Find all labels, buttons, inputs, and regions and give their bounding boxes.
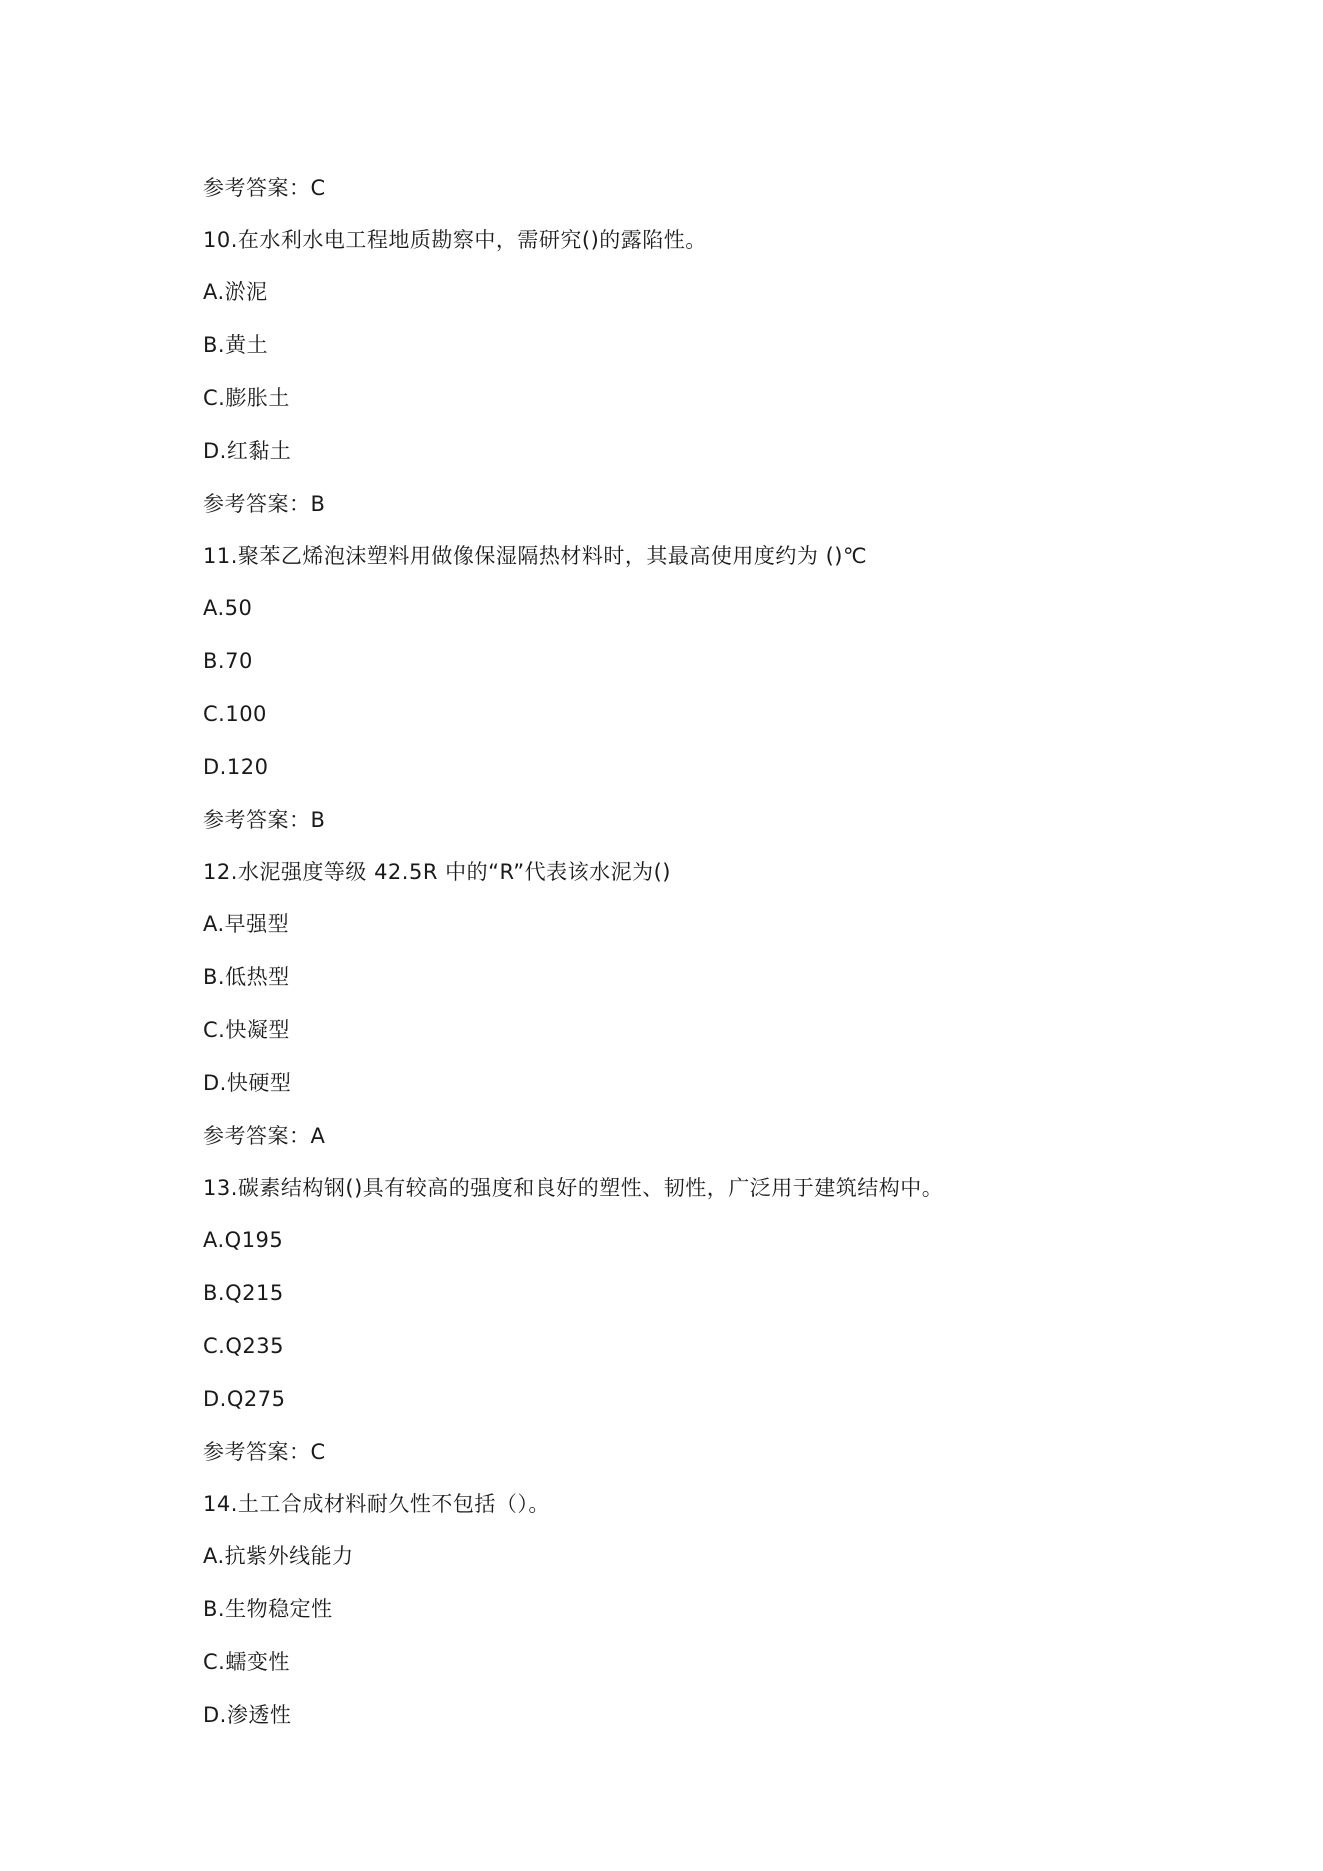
option-line: B.低热型	[203, 965, 290, 989]
option-line: C.快凝型	[203, 1018, 290, 1042]
option-line: A.早强型	[203, 912, 290, 936]
question-line: 13.碳素结构钢()具有较高的强度和良好的塑性、韧性，广泛用于建筑结构中。	[203, 1176, 944, 1200]
answer-line: 参考答案：B	[203, 492, 326, 516]
option-line: A.50	[203, 596, 253, 620]
option-line: C.Q235	[203, 1334, 284, 1358]
option-line: A.抗紫外线能力	[203, 1544, 354, 1568]
option-line: C.蠕变性	[203, 1650, 290, 1674]
question-line: 10.在水利水电工程地质勘察中，需研究()的露陷性。	[203, 228, 707, 252]
option-line: C.膨胀土	[203, 386, 290, 410]
option-line: D.快硬型	[203, 1071, 292, 1095]
answer-line: 参考答案：C	[203, 176, 326, 200]
option-line: B.Q215	[203, 1281, 284, 1305]
option-line: A.淤泥	[203, 280, 268, 304]
option-line: D.渗透性	[203, 1703, 292, 1727]
answer-line: 参考答案：A	[203, 1124, 326, 1148]
option-line: D.Q275	[203, 1387, 286, 1411]
option-line: C.100	[203, 702, 267, 726]
option-line: B.黄土	[203, 333, 269, 357]
option-line: A.Q195	[203, 1228, 284, 1252]
option-line: B.生物稳定性	[203, 1597, 333, 1621]
question-line: 11.聚苯乙烯泡沫塑料用做像保湿隔热材料时，其最高使用度约为 ()℃	[203, 544, 868, 568]
question-line: 14.土工合成材料耐久性不包括（）。	[203, 1492, 550, 1516]
answer-line: 参考答案：B	[203, 808, 326, 832]
question-line: 12.水泥强度等级 42.5R 中的“R”代表该水泥为()	[203, 860, 671, 884]
option-line: B.70	[203, 649, 253, 673]
option-line: D.120	[203, 755, 269, 779]
option-line: D.红黏土	[203, 439, 292, 463]
answer-line: 参考答案：C	[203, 1440, 326, 1464]
